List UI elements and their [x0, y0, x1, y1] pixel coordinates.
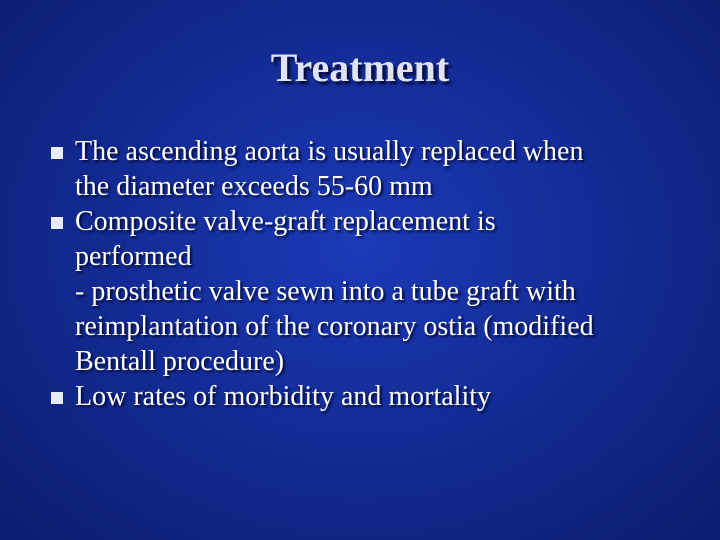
square-bullet-icon — [51, 392, 63, 404]
bullet-text: The ascending aorta is usually replaced when the diameter exceeds 55-60 mm — [75, 136, 584, 202]
bullet-text: Low rates of morbidity and mortality — [75, 381, 492, 412]
slide-title: Treatment — [270, 45, 450, 90]
bullet-item — [0, 204, 720, 379]
bullet-item — [0, 134, 720, 204]
bullet-text: Composite valve-graft replacement is performed - prosthetic valve sewn into a tube graft with reimplantation of the coronary ostia (modified Bentall procedure) — [75, 206, 594, 377]
bullet-item — [0, 379, 720, 414]
square-bullet-icon — [51, 147, 63, 159]
square-bullet-icon — [51, 217, 63, 229]
bullet-list — [0, 134, 720, 414]
